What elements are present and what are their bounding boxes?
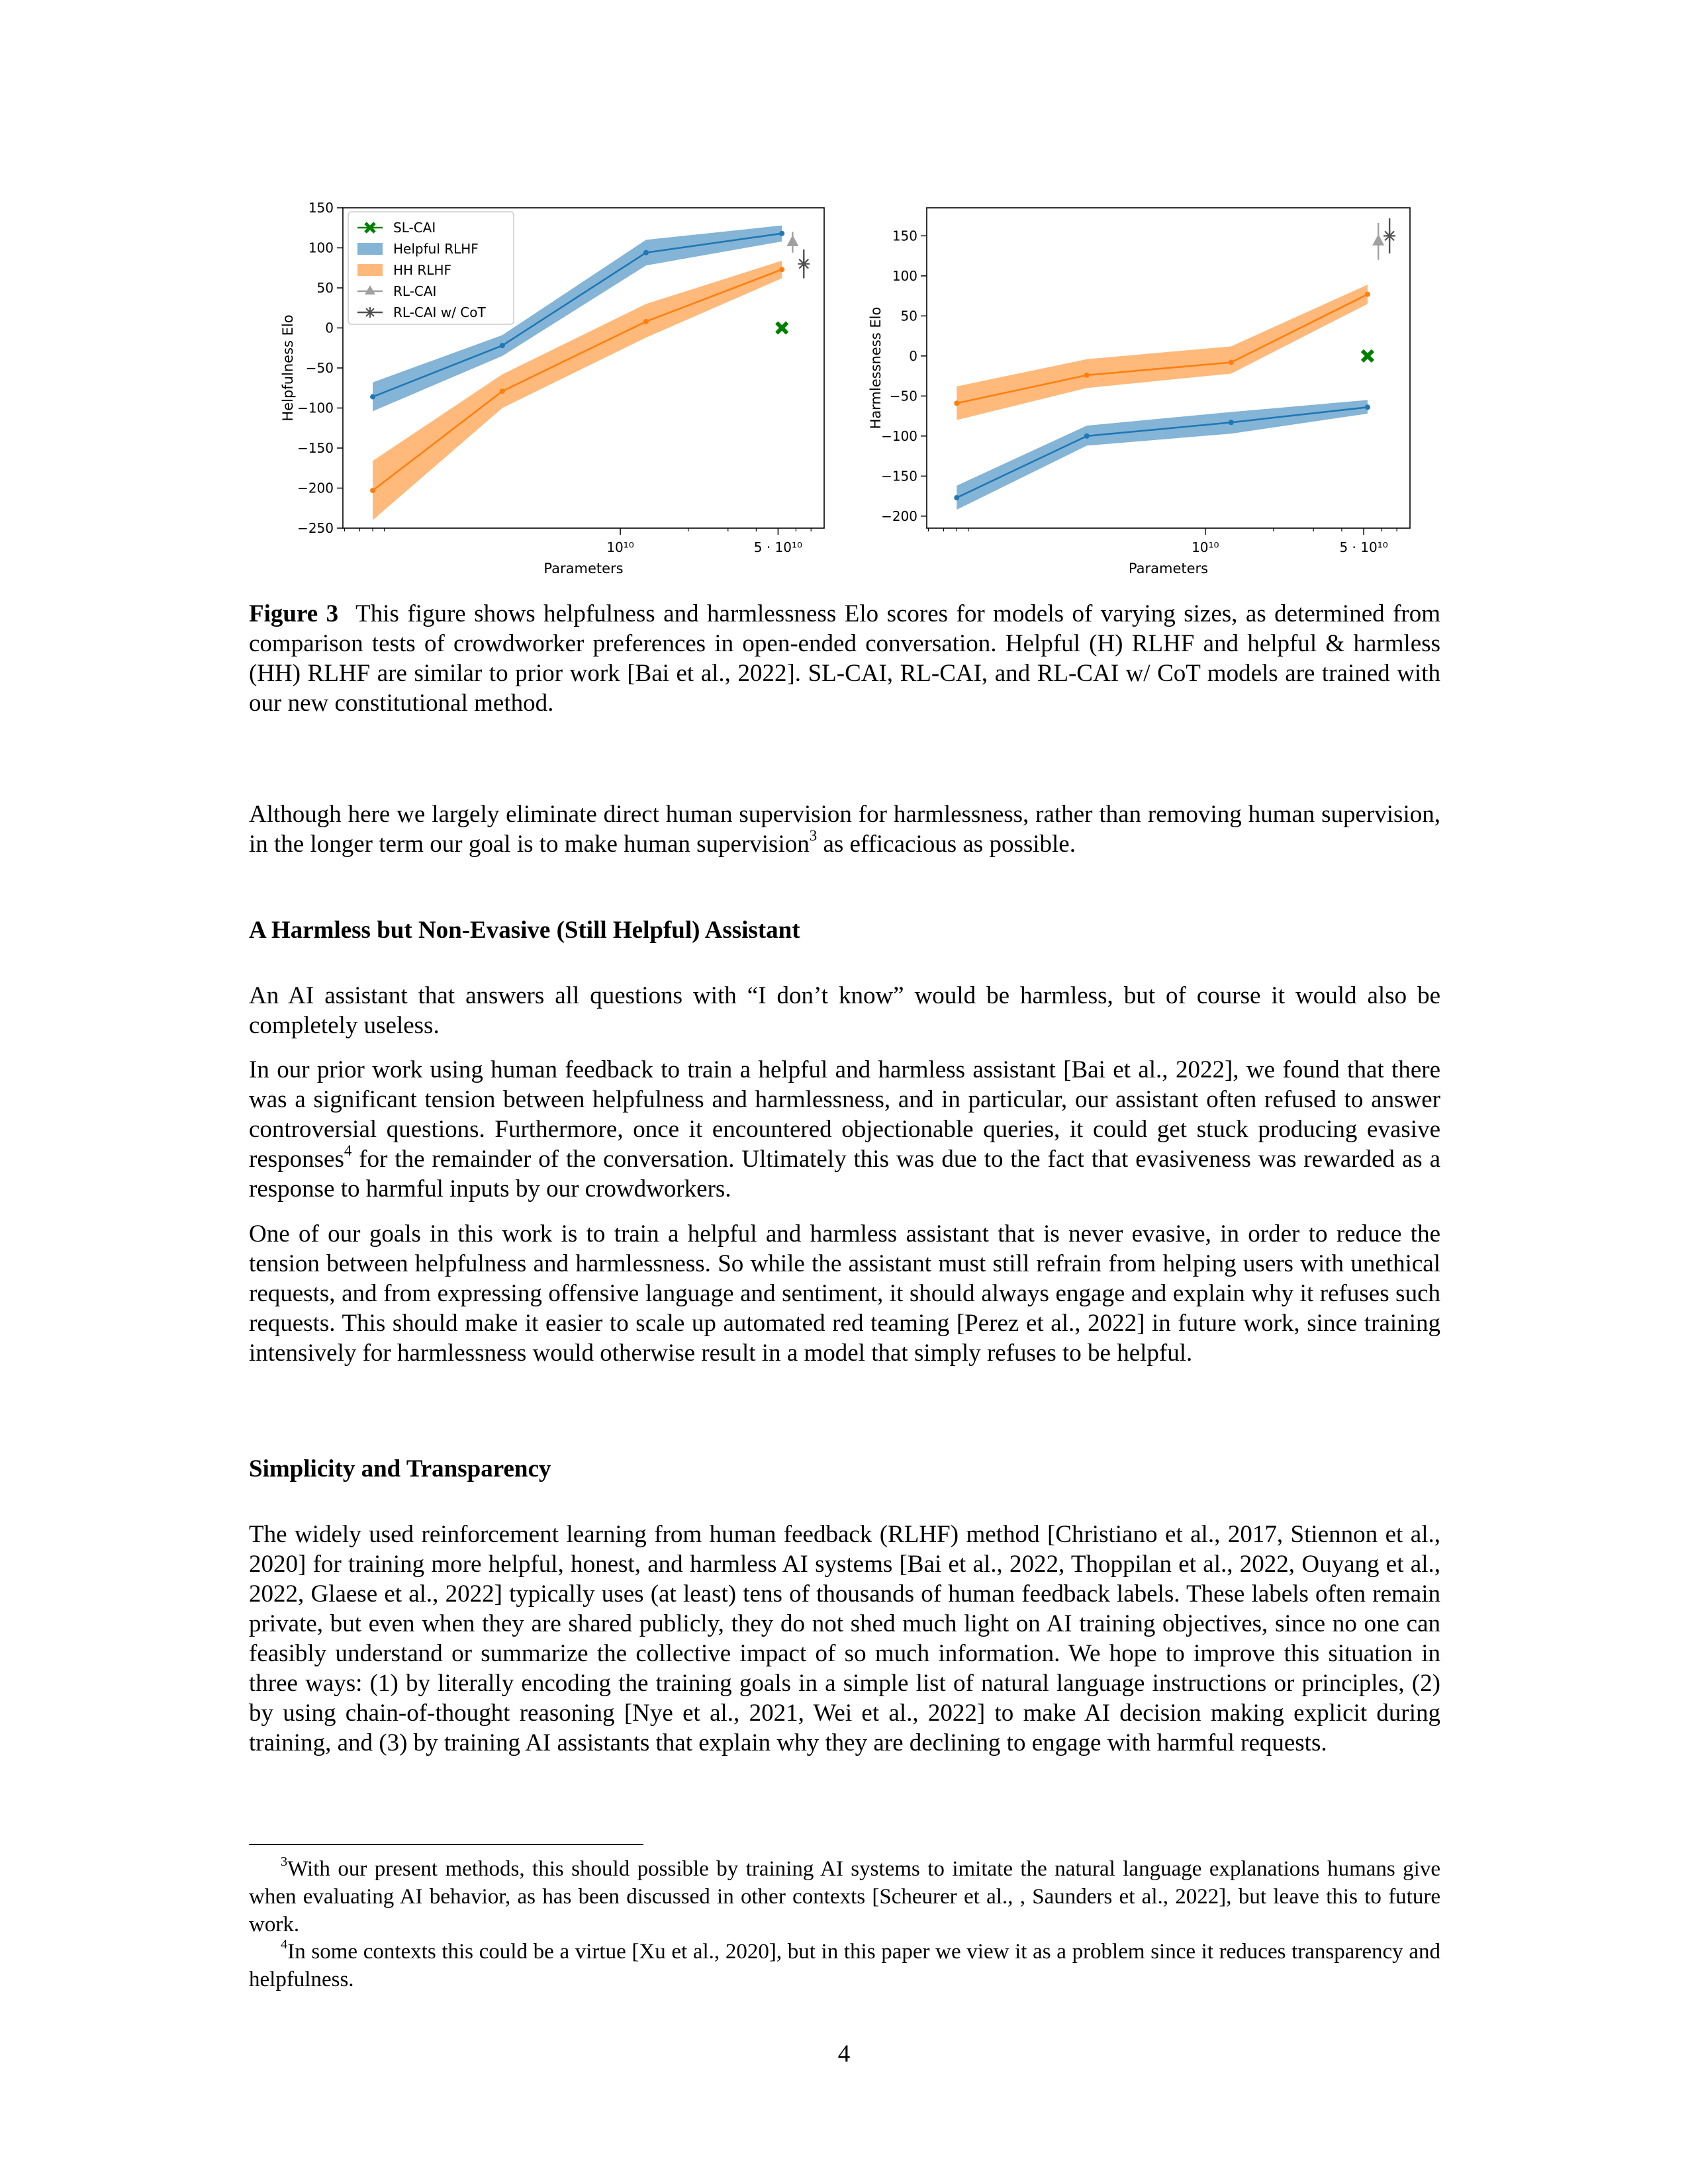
right-hh-rlhf-point	[954, 400, 959, 406]
left-helpful-rlhf-point	[779, 231, 784, 236]
footnote-4-number: 4	[281, 1936, 288, 1952]
legend-marker-rl-cai-w-cot	[365, 307, 375, 318]
legend-swatch-helpful-rlhf	[357, 243, 383, 255]
right-ytick-label: −150	[881, 468, 917, 484]
left-rl-cai-marker	[786, 235, 798, 246]
footnote-rule	[249, 1844, 643, 1845]
right-helpful-rlhf-point	[1084, 433, 1090, 439]
left-hh-rlhf-point	[643, 319, 649, 324]
legend-swatch-hh-rlhf	[357, 264, 383, 276]
right-hh-rlhf-point	[1084, 373, 1090, 378]
left-xtick-label: 10¹⁰	[606, 539, 634, 555]
paragraph-prior-work-text: In our prior work using human feedback to train a helpful and harmless assistant [Bai et al., 2022], we found that there was a significant tension between helpfulness and harmlessness, and in particular, our assistant often refused to answer controversial questions. Furthermore, once it encountered objectionable queries, it could get stuck producing evasive responses	[249, 1056, 1440, 1173]
right-ytick-label: −100	[881, 428, 917, 444]
page-number: 4	[837, 2040, 851, 2068]
right-rl-cai-cot-marker	[1383, 230, 1395, 242]
left-ytick-label: −200	[297, 480, 334, 496]
left-helpful-rlhf-point	[643, 250, 649, 255]
left-hh-rlhf-point	[500, 388, 505, 394]
legend	[348, 212, 514, 324]
right-chart	[868, 208, 1410, 576]
legend-label-rl-cai-w-cot: RL-CAI w/ CoT	[393, 304, 486, 320]
figure-3-svg	[265, 199, 1423, 576]
figure-caption	[249, 599, 1440, 718]
footnote-4	[249, 1938, 1440, 1993]
right-hh-rlhf-point	[1229, 360, 1234, 365]
legend-label-rl-cai: RL-CAI	[393, 283, 437, 299]
figure-3-charts	[265, 199, 1423, 576]
paragraph-intro	[249, 799, 1440, 859]
right-sl-cai-marker	[1362, 351, 1373, 361]
right-ytick-label: 0	[909, 347, 917, 364]
right-ytick-label: 150	[892, 228, 917, 244]
legend-label-helpful-rlhf: Helpful RLHF	[393, 241, 479, 257]
right-xtick-label: 10¹⁰	[1192, 539, 1219, 555]
paragraph-goals: One of our goals in this work is to train a helpful and harmless assistant that is never evasive, in order to reduce the tension between helpfulness and harmlessness. So while the assistant must still refrain from helping users with unethical requests, and from expressing offensive language and sentiment, it should always engage and explain why it refuses such requests. This should make it easier to scale up automated red teaming [Perez et al., 2022] in future work, since training intensively for harmlessness would otherwise result in a model that simply refuses to be helpful.	[249, 1220, 1440, 1367]
right-hh-rlhf-band	[957, 285, 1368, 420]
left-hh-rlhf-point	[779, 267, 784, 272]
left-ytick-label: −250	[297, 520, 334, 536]
left-hh-rlhf-point	[370, 488, 375, 493]
right-xlabel: Parameters	[1128, 561, 1209, 576]
paragraph-rlhf: The widely used reinforcement learning from human feedback (RLHF) method [Christiano et al., 2017, Stiennon et al., 2020] for training more helpful, honest, and harmless AI systems [Bai et al., 2022, Thoppilan et al., 2022, Ouyang et al., 2022, Glaese et al., 2022] typically uses (at least) tens of thousands of human feedback labels. These labels often remain private, but even when they are shared publicly, they do not shed much light on AI training objectives, since no one can feasibly understand or summarize the collective impact of so much information. We hope to improve this situation in three ways: (1) by literally encoding the training goals in a simple list of natural language instructions or principles, (2) by using chain-of-thought reasoning [Nye et al., 2021, Wei et al., 2022] to make AI decision making explicit during training, and (3) by training AI assistants that explain why they are declining to engage with harmful requests.	[249, 1521, 1440, 1756]
left-ytick-label: −100	[297, 400, 334, 416]
footnote-ref-3[interactable]: 3	[809, 827, 818, 844]
left-helpful-rlhf-point	[370, 394, 375, 400]
legend-label-hh-rlhf: HH RLHF	[393, 262, 452, 278]
left-xtick-label: 5 · 10¹⁰	[753, 539, 803, 555]
right-ytick-label: 100	[892, 267, 917, 284]
right-hh-rlhf-point	[1365, 292, 1370, 297]
section-heading-simplicity: Simplicity and Transparency	[249, 1455, 551, 1482]
left-ytick-label: −150	[297, 440, 334, 456]
right-ytick-label: 50	[900, 308, 917, 324]
paragraph-prior-work	[249, 1055, 1440, 1204]
left-ytick-label: 150	[308, 200, 334, 216]
legend-label-sl-cai: SL-CAI	[393, 220, 436, 236]
footnote-3-number: 3	[281, 1854, 288, 1869]
left-rl-cai-cot-marker	[798, 258, 810, 270]
left-ytick-label: 50	[316, 280, 334, 296]
paragraph-prior-work-text-end: for the remainder of the conversation. Ultimately this was due to the fact that evasiveness was rewarded as a response to harmful inputs by our crowdworkers.	[249, 1146, 1440, 1203]
left-xlabel: Parameters	[543, 561, 624, 576]
paragraph-intro-text: Although here we largely eliminate direct human supervision for harmlessness, rather than removing human supervision, in the longer term our goal is to make human supervision	[249, 801, 1440, 858]
right-ytick-label: −200	[881, 508, 917, 524]
right-helpful-rlhf-point	[954, 495, 959, 500]
left-chart	[280, 200, 824, 576]
left-ylabel: Helpfulness Elo	[280, 314, 296, 422]
left-sl-cai-marker	[776, 323, 787, 334]
section-heading-harmless: A Harmless but Non-Evasive (Still Helpful) Assistant	[249, 917, 800, 944]
paragraph-intro-text-end: as efficacious as possible.	[817, 831, 1076, 858]
right-helpful-rlhf-point	[1365, 404, 1370, 410]
right-xtick-label: 5 · 10¹⁰	[1339, 539, 1388, 555]
right-ytick-label: −50	[889, 388, 917, 404]
footnote-3	[249, 1855, 1440, 1938]
right-helpful-rlhf-band	[957, 400, 1368, 510]
figure-label: Figure 3	[249, 600, 339, 627]
paragraph-idk: An AI assistant that answers all questions with “I don’t know” would be harmless, but of course it would also be completely useless.	[249, 982, 1440, 1039]
footnote-4-text: In some contexts this could be a virtue [Xu et al., 2020], but in this paper we view it as a problem since it reduces transparency and helpfulness.	[249, 1940, 1440, 1991]
left-ytick-label: 100	[308, 240, 334, 256]
footnote-ref-4[interactable]: 4	[344, 1142, 352, 1160]
left-helpful-rlhf-point	[500, 343, 505, 348]
left-ytick-label: −50	[305, 360, 334, 376]
figure-caption-text: This figure shows helpfulness and harmlessness Elo scores for models of varying sizes, as determined from comparison tests of crowdworker preferences in open-ended conversation. Helpful (H) RLHF and helpful & harmless (HH) RLHF are similar to prior work [Bai et al., 2022]. SL-CAI, RL-CAI, and RL-CAI w/ CoT models are trained with our new constitutional method.	[249, 600, 1440, 717]
right-ylabel: Harmlessness Elo	[868, 306, 884, 430]
right-helpful-rlhf-point	[1229, 420, 1234, 425]
footnote-3-text: With our present methods, this should possible by training AI systems to imitate the natural language explanations humans give when evaluating AI behavior, as has been discussed in other contexts [Scheurer et al., , Saunders et al., 2022], but leave this to future work.	[249, 1857, 1440, 1936]
left-ytick-label: 0	[325, 320, 334, 336]
right-rl-cai-marker	[1372, 234, 1384, 246]
